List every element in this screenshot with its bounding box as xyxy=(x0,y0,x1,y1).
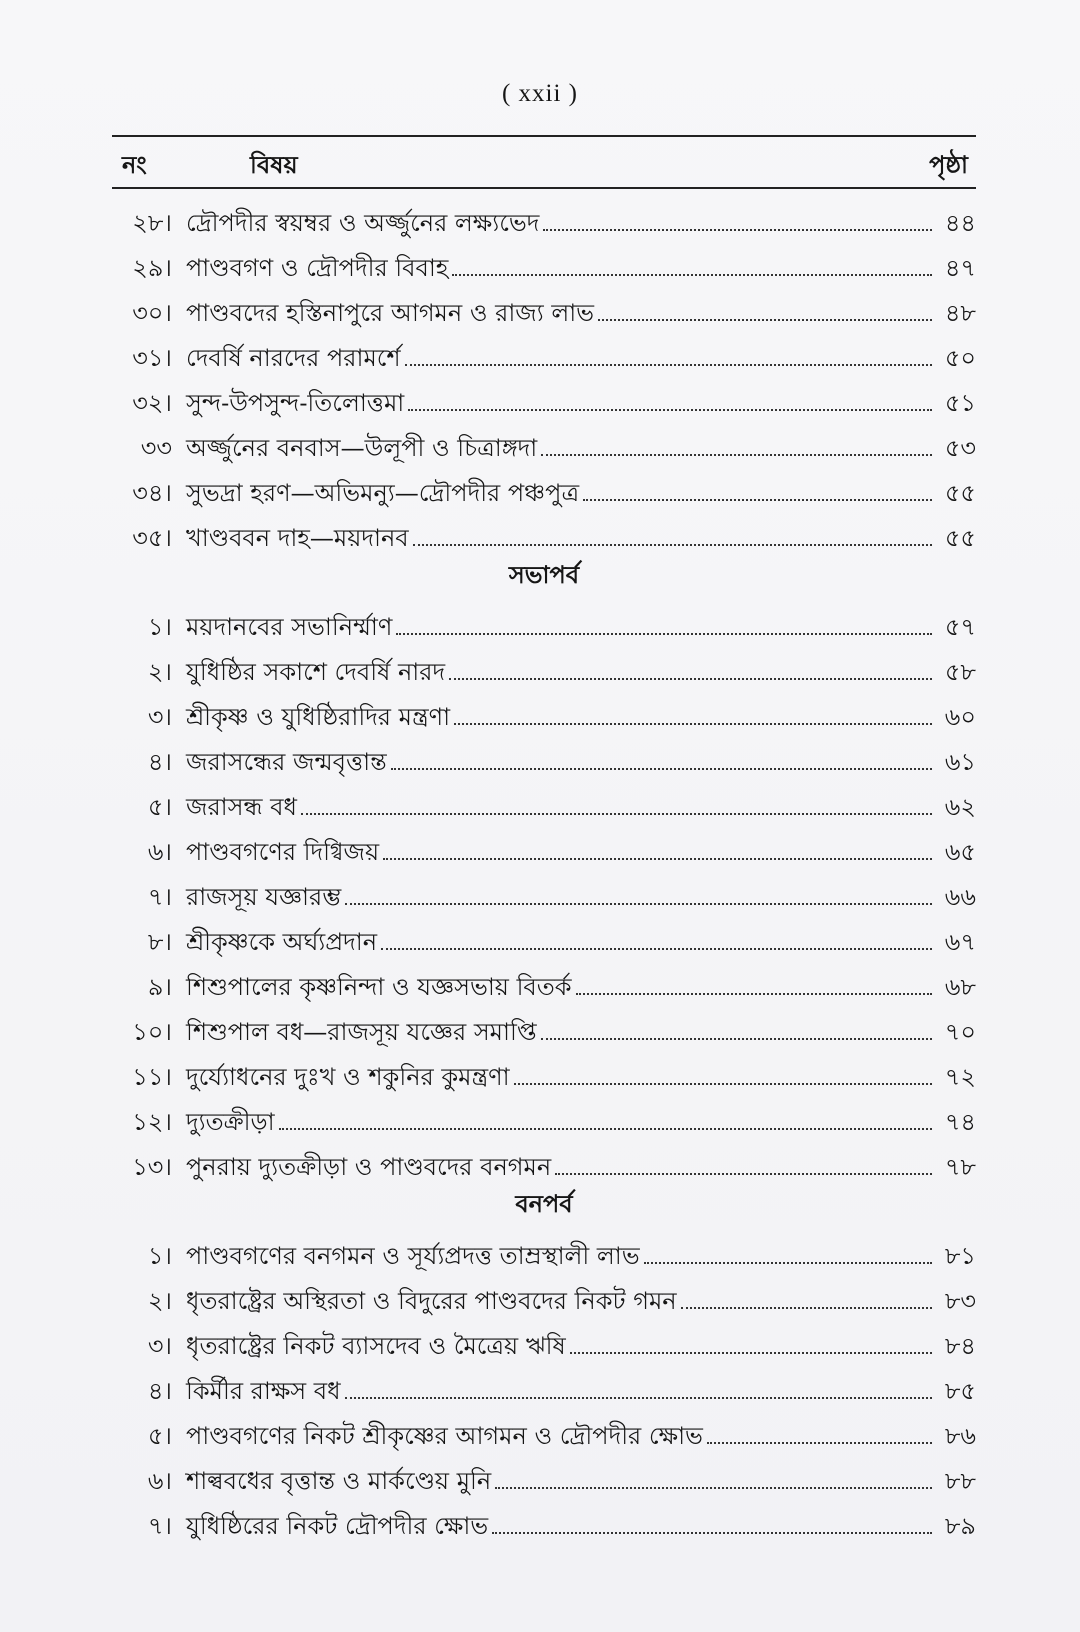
entry-number: ২৯। xyxy=(132,254,172,282)
entry-title: যুধিষ্ঠিরের নিকট দ্রৌপদীর ক্ষোভ xyxy=(186,1512,489,1540)
entry-page: ৫১ xyxy=(944,389,976,417)
toc-entry xyxy=(112,912,976,957)
dot-leader xyxy=(543,229,932,231)
toc-entry xyxy=(112,822,976,867)
dot-leader xyxy=(449,678,932,680)
entry-title: শিশুপালের কৃষ্ণনিন্দা ও যজ্ঞসভায় বিতর্ক xyxy=(186,973,572,1001)
entry-page: ৫৫ xyxy=(944,524,976,552)
entry-page: ৭৮ xyxy=(944,1153,976,1181)
dot-leader xyxy=(555,1173,932,1175)
entry-title: শিশুপাল বধ—রাজসূয় যজ্ঞের সমাপ্তি xyxy=(186,1018,537,1046)
entry-title: দেবর্ষি নারদের পরামর্শে xyxy=(186,344,401,372)
toc-header xyxy=(112,137,976,189)
entry-title: যুধিষ্ঠির সকাশে দেবর্ষি নারদ xyxy=(186,658,446,686)
entry-page: ৫৫ xyxy=(944,479,976,507)
entry-title: ধৃতরাষ্ট্রের অস্থিরতা ও বিদুরের পাণ্ডবদের নিকট গমন xyxy=(186,1287,677,1315)
toc-entry xyxy=(112,328,976,373)
entry-title: খাণ্ডববন দাহ—ময়দানব xyxy=(186,524,409,552)
header-page: পৃষ্ঠা xyxy=(929,150,968,179)
toc-entry xyxy=(112,957,976,1002)
entry-page: ৮১ xyxy=(944,1242,976,1270)
toc-entry xyxy=(112,1047,976,1092)
dot-leader xyxy=(598,319,932,321)
entry-number: ২। xyxy=(147,1287,172,1315)
dot-leader xyxy=(492,1532,932,1534)
toc-entry xyxy=(112,1092,976,1137)
entry-title: জরাসন্ধ বধ xyxy=(186,793,297,821)
entry-page: ৫৮ xyxy=(944,658,976,686)
entry-title: পাণ্ডবগণের বনগমন ও সূর্য্যপ্রদত্ত তাম্রস্থালী লাভ xyxy=(186,1242,640,1270)
entry-title: সুভদ্রা হরণ—অভিমন্যু—দ্রৌপদীর পঞ্চপুত্র xyxy=(186,479,580,507)
entry-number: ৭। xyxy=(147,1512,172,1540)
entry-page: ৭০ xyxy=(944,1018,976,1046)
entry-page: ৫০ xyxy=(944,344,976,372)
dot-leader xyxy=(454,723,932,725)
dot-leader xyxy=(495,1487,932,1489)
toc-entry xyxy=(112,1316,976,1361)
dot-leader xyxy=(644,1262,932,1264)
entry-page: ৬৮ xyxy=(944,973,976,1001)
entry-title: দ্রৌপদীর স্বয়ম্বর ও অর্জ্জুনের লক্ষ্যভেদ xyxy=(186,209,540,237)
toc-entry xyxy=(112,597,976,642)
dot-leader xyxy=(583,499,932,501)
toc-entry xyxy=(112,238,976,283)
dot-leader xyxy=(279,1128,932,1130)
toc-entry xyxy=(112,418,976,463)
dot-leader xyxy=(405,364,932,366)
toc-entry xyxy=(112,1496,976,1541)
dot-leader xyxy=(345,903,932,905)
entry-title: দ্যুতক্রীড়া xyxy=(186,1108,275,1136)
page-number: ( xxii ) xyxy=(501,80,579,107)
dot-leader xyxy=(541,1038,932,1040)
dot-leader xyxy=(381,948,932,950)
dot-leader xyxy=(576,993,932,995)
entry-number: ৬। xyxy=(147,1467,172,1495)
entry-number: ৩২। xyxy=(132,389,172,417)
entry-number: ৩৩ xyxy=(140,434,172,462)
entry-page: ৪৪ xyxy=(944,209,976,237)
entry-title: পাণ্ডবগণের দিগ্বিজয় xyxy=(186,838,380,866)
dot-leader xyxy=(396,633,932,635)
entry-title: ধৃতরাষ্ট্রের নিকট ব্যাসদেব ও মৈত্রেয় ঋষি xyxy=(186,1332,566,1360)
header-subject: বিষয় xyxy=(250,150,298,179)
entry-number: ১৩। xyxy=(132,1153,172,1181)
entry-title: শাল্ববধের বৃত্তান্ত ও মার্কণ্ডেয় মুনি xyxy=(186,1467,492,1495)
entry-number: ১। xyxy=(147,1242,172,1270)
entry-page: ৮৪ xyxy=(944,1332,976,1360)
entry-page: ৮৯ xyxy=(944,1512,976,1540)
entry-number: ৬। xyxy=(147,838,172,866)
entry-page: ৬৫ xyxy=(944,838,976,866)
entry-page: ৬৭ xyxy=(944,928,976,956)
entry-page: ৮৬ xyxy=(944,1422,976,1450)
entry-number: ৮। xyxy=(147,928,172,956)
dot-leader xyxy=(383,858,932,860)
entry-number: ৪। xyxy=(147,1377,172,1405)
entry-number: ৫। xyxy=(147,1422,172,1450)
header-number: নং xyxy=(122,150,147,179)
entry-number: ৩১। xyxy=(132,344,172,372)
toc-entry xyxy=(112,1361,976,1406)
dot-leader xyxy=(570,1352,932,1354)
dot-leader xyxy=(681,1307,932,1309)
entry-page: ৬২ xyxy=(944,793,976,821)
entry-title: রাজসূয় যজ্ঞারম্ভ xyxy=(186,883,342,911)
entry-number: ৩। xyxy=(147,703,172,731)
toc-section xyxy=(112,553,976,1182)
dot-leader xyxy=(707,1442,932,1444)
entry-title: জরাসন্ধের জন্মবৃত্তান্ত xyxy=(186,748,387,776)
toc-entry xyxy=(112,373,976,418)
entry-title: পুনরায় দ্যুতক্রীড়া ও পাণ্ডবদের বনগমন xyxy=(186,1153,552,1181)
toc-section xyxy=(112,1182,976,1541)
toc-entry xyxy=(112,867,976,912)
toc-entry xyxy=(112,732,976,777)
entry-number: ১০। xyxy=(132,1018,172,1046)
dot-leader xyxy=(391,768,932,770)
toc-entry xyxy=(112,283,976,328)
entry-number: ৩৫। xyxy=(132,524,172,552)
toc-entry xyxy=(112,1451,976,1496)
toc-entry xyxy=(112,687,976,732)
entry-number: ৩। xyxy=(147,1332,172,1360)
toc-section xyxy=(112,193,976,553)
table-of-contents xyxy=(112,135,976,1541)
entry-title: অর্জ্জুনের বনবাস—উলূপী ও চিত্রাঙ্গদা xyxy=(186,434,538,462)
dot-leader xyxy=(541,454,932,456)
entry-page: ৬৬ xyxy=(944,883,976,911)
entry-number: ২৮। xyxy=(132,209,172,237)
toc-entry xyxy=(112,193,976,238)
entry-page: ৮৩ xyxy=(944,1287,976,1315)
entry-number: ২। xyxy=(147,658,172,686)
toc-entry xyxy=(112,1406,976,1451)
entry-page: ৪৭ xyxy=(944,254,976,282)
entry-title: সুন্দ-উপসুন্দ-তিলোত্তমা xyxy=(186,389,405,417)
toc-entry xyxy=(112,1002,976,1047)
dot-leader xyxy=(301,813,932,815)
entry-page: ৬১ xyxy=(944,748,976,776)
toc-entry xyxy=(112,1271,976,1316)
entry-number: ৪। xyxy=(147,748,172,776)
entry-page: ৮৫ xyxy=(944,1377,976,1405)
entry-title: কির্মীর রাক্ষস বধ xyxy=(186,1377,341,1405)
toc-entry xyxy=(112,1226,976,1271)
entry-number: ১। xyxy=(147,613,172,641)
section-title: বনপর্ব xyxy=(515,1189,573,1218)
entry-number: ৯। xyxy=(147,973,172,1001)
dot-leader xyxy=(514,1083,932,1085)
entry-number: ১১। xyxy=(132,1063,172,1091)
section-title: সভাপর্ব xyxy=(508,560,580,589)
toc-entry xyxy=(112,642,976,687)
entry-page: ৬০ xyxy=(944,703,976,731)
entry-number: ৫। xyxy=(147,793,172,821)
toc-entry xyxy=(112,508,976,553)
entry-title: শ্রীকৃষ্ণ ও যুধিষ্ঠিরাদির মন্ত্রণা xyxy=(186,703,451,731)
toc-entry xyxy=(112,777,976,822)
dot-leader xyxy=(408,409,932,411)
toc-body xyxy=(112,193,976,1541)
entry-title: দুর্য্যোধনের দুঃখ ও শকুনির কুমন্ত্রণা xyxy=(186,1063,510,1091)
dot-leader xyxy=(345,1397,932,1399)
entry-title: ময়দানবের সভানির্ম্মাণ xyxy=(186,613,393,641)
toc-entry xyxy=(112,463,976,508)
entry-page: ৮৮ xyxy=(944,1467,976,1495)
toc-entry xyxy=(112,1137,976,1182)
entry-title: শ্রীকৃষ্ণকে অর্ঘ্যপ্রদান xyxy=(186,928,378,956)
entry-page: ৫৭ xyxy=(944,613,976,641)
entry-title: পাণ্ডবদের হস্তিনাপুরে আগমন ও রাজ্য লাভ xyxy=(186,299,595,327)
entry-page: ৭৪ xyxy=(944,1108,976,1136)
dot-leader xyxy=(452,274,932,276)
entry-page: ৫৩ xyxy=(944,434,976,462)
entry-number: ৩৪। xyxy=(132,479,172,507)
entry-number: ৩০। xyxy=(132,299,172,327)
entry-number: ৭। xyxy=(147,883,172,911)
dot-leader xyxy=(413,544,932,546)
entry-page: ৭২ xyxy=(944,1063,976,1091)
entry-title: পাণ্ডবগণের নিকট শ্রীকৃষ্ণের আগমন ও দ্রৌপদীর ক্ষোভ xyxy=(186,1422,703,1450)
entry-title: পাণ্ডবগণ ও দ্রৌপদীর বিবাহ xyxy=(186,254,449,282)
entry-number: ১২। xyxy=(132,1108,172,1136)
entry-page: ৪৮ xyxy=(944,299,976,327)
